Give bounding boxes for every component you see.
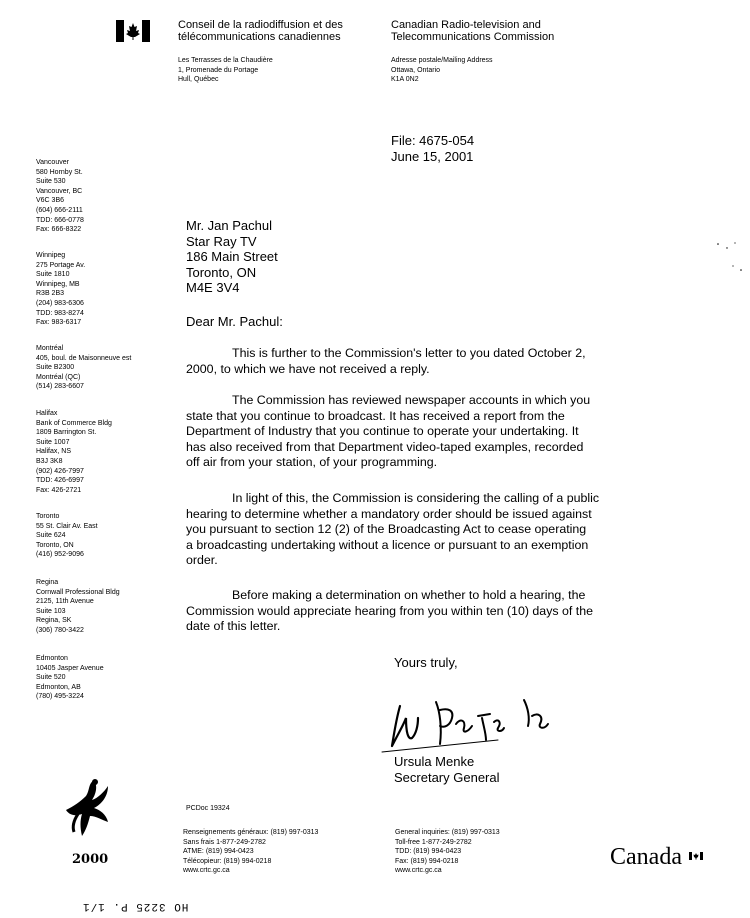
address-fr: [178, 56, 273, 85]
office-winnipeg: [36, 251, 156, 328]
paragraph-line: Before making a determination on whether to hold a hearing, the: [232, 588, 586, 602]
address-fr-line: Hull, Québec: [178, 76, 219, 83]
address-en-line: K1A 0N2: [391, 76, 419, 83]
office-line: Suite 520: [36, 674, 66, 682]
office-line: Suite 530: [36, 178, 66, 186]
recipient-line: M4E 3V4: [186, 280, 240, 295]
office-line: 2125, 11th Avenue: [36, 598, 94, 606]
signatory-title: Secretary General: [394, 770, 500, 785]
address-en-line: Ottawa, Ontario: [391, 66, 441, 74]
paragraph-1: [186, 346, 678, 377]
footer-info-line: Renseignements généraux: (819) 997-0313: [183, 829, 319, 836]
office-halifax: [36, 409, 156, 495]
wordmark-flag-icon: [689, 847, 703, 865]
recipient-line: Star Ray TV: [186, 233, 257, 249]
address-fr-line: Les Terrasses de la Chaudière: [178, 57, 273, 64]
paragraph-line: date of this letter.: [186, 619, 281, 634]
footer-info-line: Télécopieur: (819) 994-0218: [183, 857, 272, 865]
closing: Yours truly,: [394, 655, 458, 670]
footer-info-line: www.crtc.gc.ca: [183, 867, 230, 874]
office-line: Suite 1810: [36, 271, 70, 279]
office-line: TDD: 426-6997: [36, 477, 84, 485]
paragraph-line: The Commission has reviewed newspaper accounts in which you: [232, 393, 591, 407]
footer-info-line: TDD: (819) 994-0423: [395, 848, 462, 855]
paragraph-line: off air from your station, of your programming.: [186, 455, 438, 470]
office-line: 405, boul. de Maisonneuve est: [36, 354, 132, 362]
office-line: Montréal (QC): [36, 373, 81, 381]
agency-name-fr-line: Conseil de la radiodiffusion et des: [178, 19, 343, 31]
pcdoc-ref: PCDoc 19324: [186, 805, 230, 812]
office-line: TDD: 983-8274: [36, 309, 84, 317]
office-toronto: [36, 512, 156, 560]
office-line: TDD: 666-0778: [36, 216, 84, 224]
office-line: Regina: [36, 579, 59, 586]
agency-name-en-line: Canadian Radio-television and: [391, 19, 541, 31]
office-line: Suite 624: [36, 532, 66, 540]
office-line: 580 Hornby St.: [36, 168, 83, 176]
office-line: B3J 3K8: [36, 457, 63, 465]
office-line: Vancouver, BC: [36, 187, 83, 195]
canada-wordmark: Canada: [610, 844, 682, 870]
footer-info-line: www.crtc.gc.ca: [395, 867, 442, 874]
office-line: 1809 Barrington St.: [36, 429, 97, 437]
office-line: Toronto: [36, 513, 60, 520]
office-line: (604) 666-2111: [36, 206, 83, 214]
paragraph-3: [186, 491, 678, 569]
paragraph-line: hearing to determine whether a mandatory order should be issued against: [186, 506, 592, 521]
agency-name-fr: [178, 19, 343, 43]
office-vancouver: [36, 158, 156, 235]
recipient-line: Mr. Jan Pachul: [186, 218, 272, 233]
millennium-logo-text: 2000: [72, 852, 109, 867]
millennium-logo: [58, 776, 128, 861]
paragraph-line: a broadcasting undertaking without a licence or pursuant to an exemption: [186, 537, 589, 552]
scan-noise: [715, 240, 745, 285]
address-fr-line: 1, Promenade du Portage: [178, 66, 259, 74]
office-line: (780) 495-3224: [36, 693, 84, 701]
paragraph-line: 2000, to which we have not received a reply.: [186, 361, 430, 376]
office-line: R3B 2B3: [36, 290, 65, 298]
footer-info-line: Sans frais 1-877-249-2782: [183, 838, 266, 846]
paragraph-line: This is further to the Commission's letter to you dated October 2,: [232, 346, 586, 360]
office-montreal: [36, 344, 156, 392]
office-line: 55 St. Clair Av. East: [36, 522, 98, 530]
footer-info-line: Toll-free 1-877-249-2782: [395, 838, 472, 846]
signatory-name: Ursula Menke: [394, 754, 475, 769]
office-regina: [36, 578, 156, 636]
address-en-line: Adresse postale/Mailing Address: [391, 57, 493, 64]
recipient-address: [186, 218, 278, 296]
office-line: (306) 780-3422: [36, 626, 84, 634]
office-line: Edmonton: [36, 655, 68, 662]
office-line: (416) 952-9096: [36, 551, 84, 559]
paragraph-line: you pursuant to section 12 (2) of the Broadcasting Act to cease operating: [186, 522, 587, 537]
canada-flag-icon: [116, 20, 150, 47]
office-line: (902) 426-7997: [36, 467, 84, 475]
office-line: Suite 1007: [36, 438, 70, 446]
paragraph-2: [186, 393, 678, 471]
office-line: Winnipeg, MB: [36, 280, 80, 288]
office-line: Halifax, NS: [36, 448, 72, 456]
office-line: Edmonton, AB: [36, 683, 81, 691]
office-line: 10405 Jasper Avenue: [36, 664, 104, 672]
paragraph-line: Department of Industry that you continue to operate your undertaking. It: [186, 424, 579, 439]
footer-info-line: Fax: (819) 994-0218: [395, 857, 459, 865]
recipient-line: Toronto, ON: [186, 264, 257, 280]
paragraph-4: [186, 588, 678, 635]
footer-info-line: ATME: (819) 994-0423: [183, 848, 254, 855]
office-line: Cornwall Professional Bldg: [36, 588, 120, 596]
paragraph-line: Commission would appreciate hearing from you within ten (10) days of the: [186, 603, 594, 618]
footer-info-en: [395, 828, 500, 876]
paragraph-line: order.: [186, 553, 218, 568]
office-line: Fax: 666-8322: [36, 226, 82, 234]
office-line: Suite B2300: [36, 364, 75, 372]
agency-name-en: [391, 19, 554, 43]
paragraph-line: has also received from that Department video-taped examples, recorded: [186, 439, 584, 454]
agency-name-fr-line: télécommunications canadiennes: [178, 31, 341, 43]
office-line: V6C 3B6: [36, 197, 65, 205]
office-line: Toronto, ON: [36, 541, 74, 549]
office-line: Montréal: [36, 345, 64, 352]
fax-header: HO 3225 P. 1/1: [82, 900, 189, 912]
office-line: (204) 983-6306: [36, 299, 84, 307]
office-edmonton: [36, 654, 156, 702]
letter-date: June 15, 2001: [391, 149, 474, 164]
office-line: Halifax: [36, 410, 58, 417]
agency-name-en-line: Telecommunications Commission: [391, 31, 555, 43]
footer-info-fr: [183, 828, 318, 876]
recipient-line: 186 Main Street: [186, 249, 278, 264]
salutation: Dear Mr. Pachul:: [186, 314, 283, 329]
office-line: Regina, SK: [36, 617, 72, 625]
footer-info-line: General inquiries: (819) 997-0313: [395, 829, 500, 836]
office-line: (514) 283-6607: [36, 383, 84, 391]
office-line: Bank of Commerce Bldg: [36, 419, 112, 427]
address-en: [391, 56, 493, 85]
office-line: Winnipeg: [36, 252, 66, 259]
office-line: 275 Portage Av.: [36, 261, 86, 269]
office-line: Suite 103: [36, 607, 66, 615]
office-line: Vancouver: [36, 159, 69, 166]
file-reference: File: 4675-054: [391, 133, 475, 148]
office-line: Fax: 426-2721: [36, 486, 82, 494]
signature: [378, 688, 558, 763]
paragraph-line: state that you continue to broadcast. It has received a report from the: [186, 408, 565, 423]
office-line: Fax: 983-6317: [36, 319, 82, 327]
paragraph-line: In light of this, the Commission is considering the calling of a public: [232, 491, 600, 505]
